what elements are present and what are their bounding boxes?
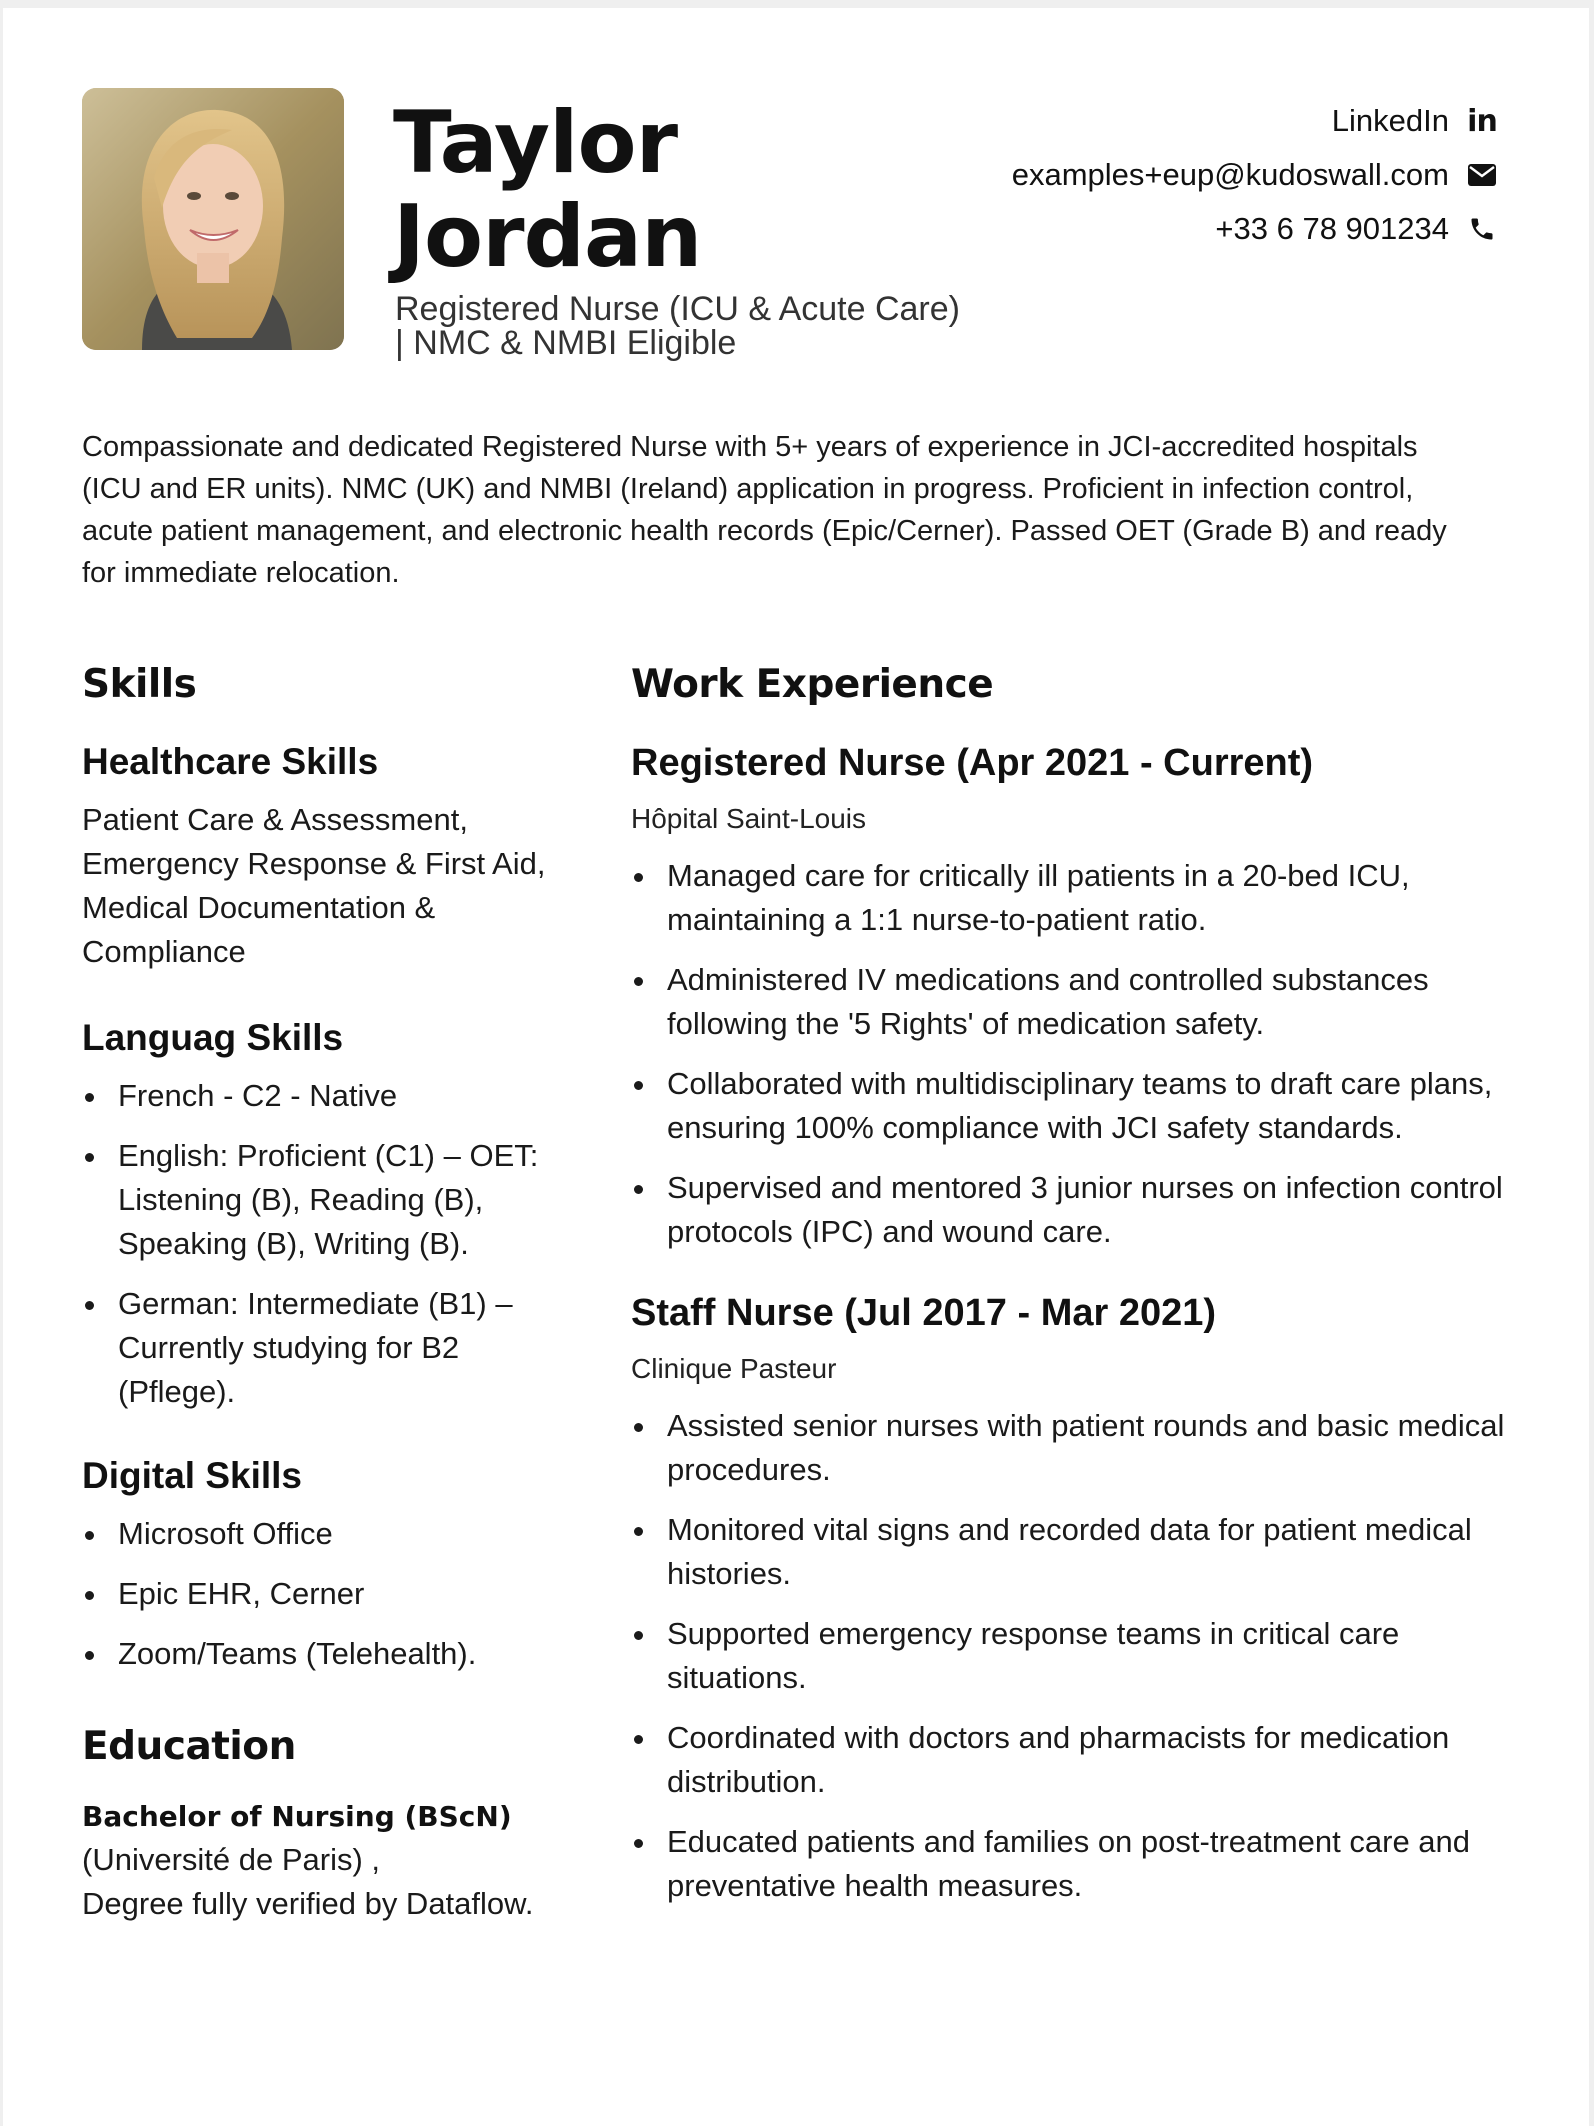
job-title: Staff Nurse (Jul 2017 - Mar 2021) [631, 1292, 1217, 1334]
job-employer: Clinique Pasteur [631, 1353, 837, 1384]
language-skills-heading: Languag Skills [82, 1017, 344, 1058]
list-item: Educated patients and families on post-treatment care and preventative health measures. [631, 1820, 1511, 1908]
linkedin-icon: in [1467, 103, 1497, 139]
contact-email[interactable] [1012, 148, 1497, 202]
list-item: Collaborated with multidisciplinary teams to draft care plans, ensuring 100% compliance with JCI safety standards. [631, 1062, 1511, 1150]
professional-headline [395, 292, 1015, 360]
first-name: Taylor [393, 93, 677, 193]
healthcare-skills-heading: Healthcare Skills [82, 741, 379, 782]
list-item: Administered IV medications and controlled substances following the '5 Rights' of medication safety. [631, 958, 1511, 1046]
education-heading: Education [82, 1724, 296, 1769]
phone-icon [1467, 215, 1497, 243]
list-item: English: Proficient (C1) – OET: Listening (B), Reading (B), Speaking (B), Writing (B). [82, 1134, 562, 1266]
resume-page [3, 8, 1589, 2126]
linkedin-link[interactable]: LinkedIn [1331, 103, 1449, 138]
education-note: Degree fully verified by Dataflow. [82, 1886, 534, 1921]
education-institution: (Université de Paris) , [82, 1842, 381, 1877]
left-column [82, 658, 562, 1926]
candidate-name [393, 93, 702, 287]
headline-line-2: | NMC & NMBI Eligible [395, 324, 737, 362]
contact-info [1012, 94, 1497, 256]
headline-line-1: Registered Nurse (ICU & Acute Care) [395, 290, 960, 328]
list-item: Assisted senior nurses with patient rounds and basic medical procedures. [631, 1404, 1511, 1492]
job-entry [631, 1288, 1511, 1908]
job-duties-list [631, 1404, 1511, 1908]
list-item: Microsoft Office [82, 1512, 562, 1556]
language-skills-list [82, 1074, 562, 1414]
list-item: Zoom/Teams (Telehealth). [82, 1632, 562, 1676]
education-degree: Bachelor of Nursing (BScN) [82, 1800, 512, 1833]
healthcare-skills-text: Patient Care & Assessment, Emergency Response & First Aid, Medical Documentation & Compliance [82, 802, 546, 969]
email-link[interactable]: examples+eup@kudoswall.com [1011, 157, 1449, 192]
profile-photo [82, 88, 344, 350]
professional-summary: Compassionate and dedicated Registered Nurse with 5+ years of experience in JCI-accredited hospitals (ICU and ER units). NMC (UK) and NMBI (Ireland) application in progress. Proficient in infection control, acute patient management, and electronic health records (Epic/Cerner). Passed OET (Grade B) and ready for immediate relocation. [82, 431, 1447, 589]
contact-linkedin[interactable] [1012, 94, 1497, 148]
list-item: Epic EHR, Cerner [82, 1572, 562, 1616]
list-item: Coordinated with doctors and pharmacists for medication distribution. [631, 1716, 1511, 1804]
list-item: Supported emergency response teams in critical care situations. [631, 1612, 1511, 1700]
skills-heading: Skills [82, 662, 197, 707]
work-experience-heading: Work Experience [631, 662, 994, 707]
job-employer: Hôpital Saint-Louis [631, 803, 867, 834]
job-entry [631, 738, 1511, 1254]
envelope-icon [1467, 164, 1497, 186]
list-item: Monitored vital signs and recorded data for patient medical histories. [631, 1508, 1511, 1596]
digital-skills-heading: Digital Skills [82, 1455, 303, 1496]
job-title: Registered Nurse (Apr 2021 - Current) [631, 742, 1314, 784]
list-item: Managed care for critically ill patients in a 20-bed ICU, maintaining a 1:1 nurse-to-patient ratio. [631, 854, 1511, 942]
right-column [631, 658, 1511, 1924]
phone-link[interactable]: +33 6 78 901234 [1215, 211, 1449, 246]
list-item: German: Intermediate (B1) – Currently studying for B2 (Pflege). [82, 1282, 562, 1414]
job-duties-list [631, 854, 1511, 1254]
list-item: French - C2 - Native [82, 1074, 562, 1118]
list-item: Supervised and mentored 3 junior nurses on infection control protocols (IPC) and wound care. [631, 1166, 1511, 1254]
contact-phone[interactable] [1012, 202, 1497, 256]
digital-skills-list [82, 1512, 562, 1676]
last-name: Jordan [393, 187, 702, 287]
